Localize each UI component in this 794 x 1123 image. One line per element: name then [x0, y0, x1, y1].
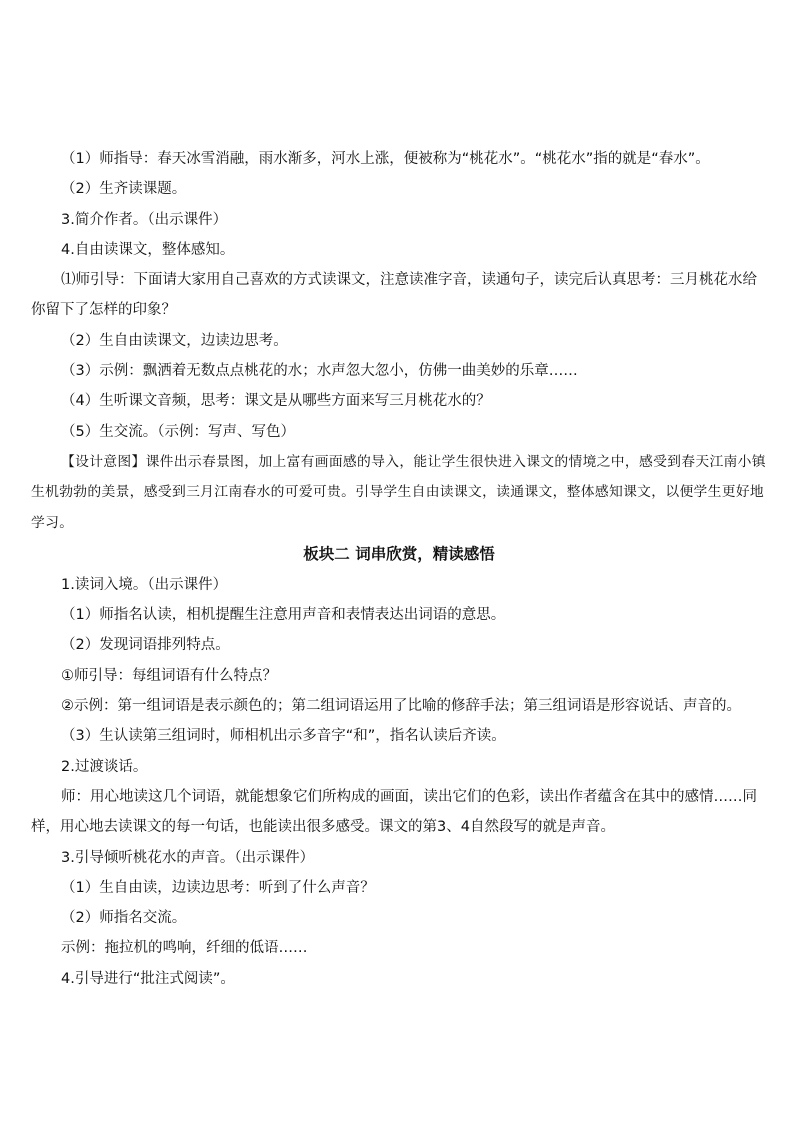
- paragraph-9: （5）生交流。（示例：写声、写色）: [61, 423, 295, 440]
- document-body: [31, 144, 767, 994]
- section-title: 板块二 词串欣赏，精读感悟: [303, 544, 495, 563]
- paragraph-2: （2）生齐读课题。: [61, 181, 187, 198]
- paragraph-21: （1）生自由读，边读边思考：听到了什么声音？: [61, 879, 375, 896]
- paragraph-22: （2）师指名交流。: [61, 910, 187, 927]
- design-intent-paragraph: 【设计意图】课件出示春景图，加上富有画面感的导入，能让学生很快进入课文的情境之中，感受到春天江南小镇生机勃勃的美景，感受到三月江南春水的可爱可贵。引导学生自由读课文，读通课文，整体感知课文，以便学生更好地学习。: [31, 453, 766, 531]
- paragraph-5: ⑴师引导：下面请大家用自己喜欢的方式读课文，注意读准字音，读通句子，读完后认真思考：三月桃花水给你留下了怎样的印象？: [31, 272, 757, 319]
- paragraph-1: （1）师指导：春天冰雪消融，雨水渐多，河水上涨，便被称为“桃花水”。“桃花水”指的就是“春水”。: [61, 151, 710, 167]
- paragraph-13: （1）师指名认读，相机提醒生注意用声音和表情表达出词语的意思。: [61, 607, 506, 624]
- paragraph-20: 3.引导倾听桃花水的声音。（出示课件）: [61, 849, 315, 866]
- paragraph-14: （2）发现词语排列特点。: [61, 637, 230, 654]
- paragraph-24: 4.引导进行“批注式阅读”。: [61, 970, 235, 987]
- paragraph-12: 1.读词入境。（出示课件）: [61, 576, 228, 593]
- paragraph-4: 4.自由读课文，整体感知。: [61, 241, 235, 258]
- paragraph-17: （3）生认读第三组词时，师相机出示多音字“和”，指名认读后齐读。: [61, 728, 506, 745]
- paragraph-15: ①师引导：每组词语有什么特点？: [61, 667, 277, 684]
- paragraph-16: ②示例：第一组词语是表示颜色的；第二组词语运用了比喻的修辞手法；第三组词语是形容说话、声音的。: [61, 698, 741, 715]
- paragraph-8: （4）生听课文音频，思考：课文是从哪些方面来写三月桃花水的？: [61, 393, 491, 410]
- paragraph-19: 师：用心地读这几个词语，就能想象它们所构成的画面，读出它们的色彩，读出作者蕴含在其中的感情……同样，用心地去读课文的每一句话，也能读出很多感受。课文的第3、4自然段写的就是声音。: [31, 788, 757, 836]
- paragraph-23: 示例：拖拉机的鸣响，纤细的低语……: [61, 940, 308, 957]
- paragraph-6: （2）生自由读课文，边读边思考。: [61, 332, 288, 349]
- paragraph-7: （3）示例：飘洒着无数点点桃花的水；水声忽大忽小，仿佛一曲美妙的乐章……: [61, 363, 578, 380]
- paragraph-3: 3.简介作者。（出示课件）: [61, 211, 228, 228]
- paragraph-18: 2.过渡谈话。: [61, 758, 148, 775]
